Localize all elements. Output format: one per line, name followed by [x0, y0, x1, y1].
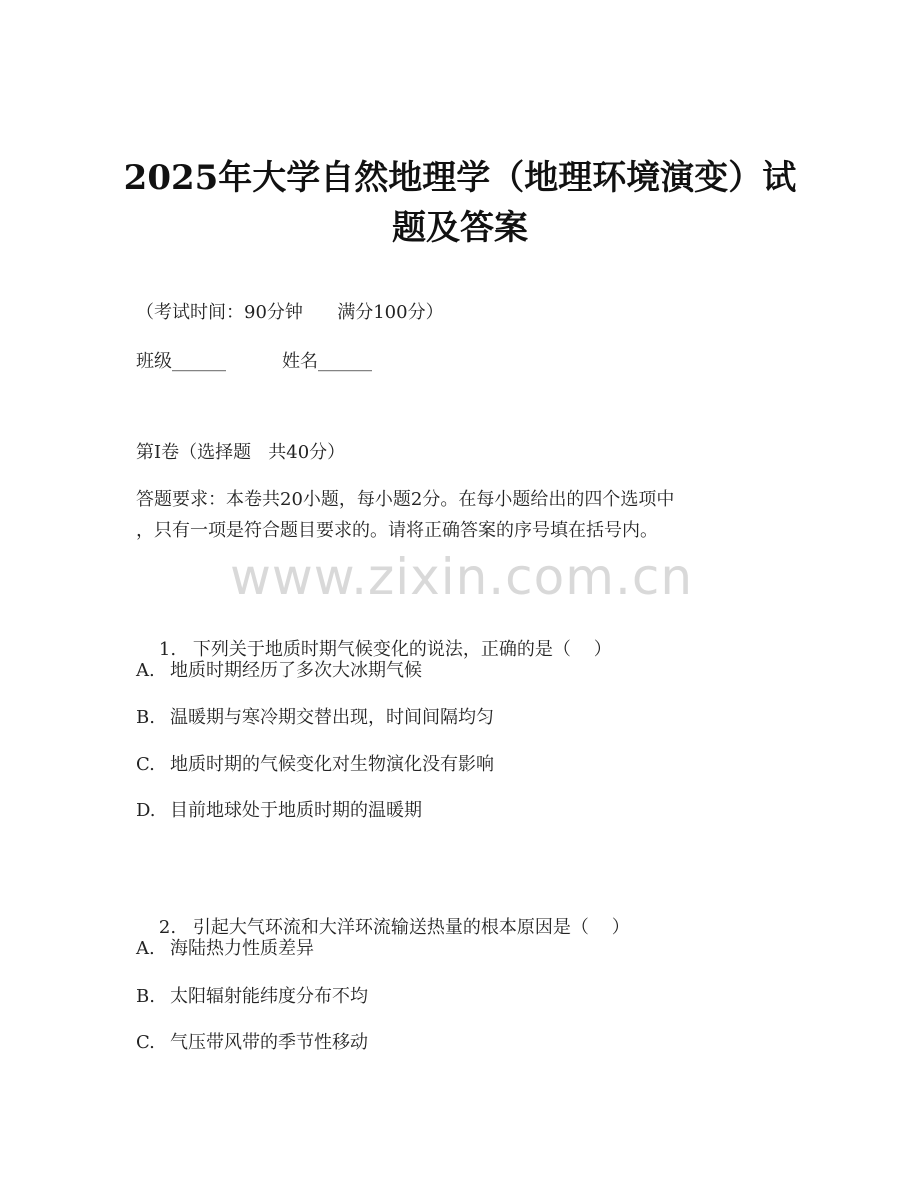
option-text: 目前地球处于地质时期的温暖期 — [170, 800, 422, 821]
question-2-option-b — [136, 984, 368, 1010]
document-title-line2: 题及答案 — [392, 208, 528, 248]
option-text: 地质时期经历了多次大冰期气候 — [170, 660, 422, 681]
question-1-option-c — [136, 752, 494, 778]
option-letter: C. — [136, 754, 155, 775]
option-letter: C. — [136, 1032, 155, 1053]
section-title: 第I卷（选择题 共40分） — [136, 442, 346, 463]
question-number: 1. — [158, 639, 177, 660]
question-2-option-a — [136, 936, 314, 962]
document-title-line1: 2025年大学自然地理学（地理环境演变）试 — [123, 158, 797, 198]
option-text: 地质时期的气候变化对生物演化没有影响 — [170, 754, 494, 775]
option-letter: A. — [136, 938, 155, 959]
student-info-row — [136, 349, 372, 375]
instructions-line2: ，只有一项是符合题目要求的。请将正确答案的序号填在括号内。 — [136, 520, 658, 541]
question-stem: 下列关于地质时期气候变化的说法，正确的是（ ） — [192, 639, 612, 660]
watermark: www.zixin.com.cn — [230, 548, 694, 606]
option-text: 海陆热力性质差异 — [170, 938, 314, 959]
option-text: 温暖期与寒冷期交替出现，时间间隔均匀 — [170, 707, 494, 728]
question-2-option-c — [136, 1030, 368, 1056]
class-field: 班级______ — [136, 351, 226, 372]
question-stem: 引起大气环流和大洋环流输送热量的根本原因是（ ） — [192, 917, 630, 938]
option-letter: B. — [136, 986, 155, 1007]
exam-info: （考试时间：90分钟 满分100分） — [136, 302, 444, 323]
question-1-option-d — [136, 798, 422, 824]
option-letter: B. — [136, 707, 155, 728]
option-text: 太阳辐射能纬度分布不均 — [170, 986, 368, 1007]
question-1-option-a — [136, 658, 422, 684]
instructions-line1: 答题要求：本卷共20小题，每小题2分。在每小题给出的四个选项中 — [136, 489, 675, 510]
question-number: 2. — [158, 917, 177, 938]
question-1-option-b — [136, 705, 494, 731]
option-text: 气压带风带的季节性移动 — [170, 1032, 368, 1053]
option-letter: A. — [136, 660, 155, 681]
name-field: 姓名______ — [282, 351, 372, 372]
option-letter: D. — [136, 800, 156, 821]
